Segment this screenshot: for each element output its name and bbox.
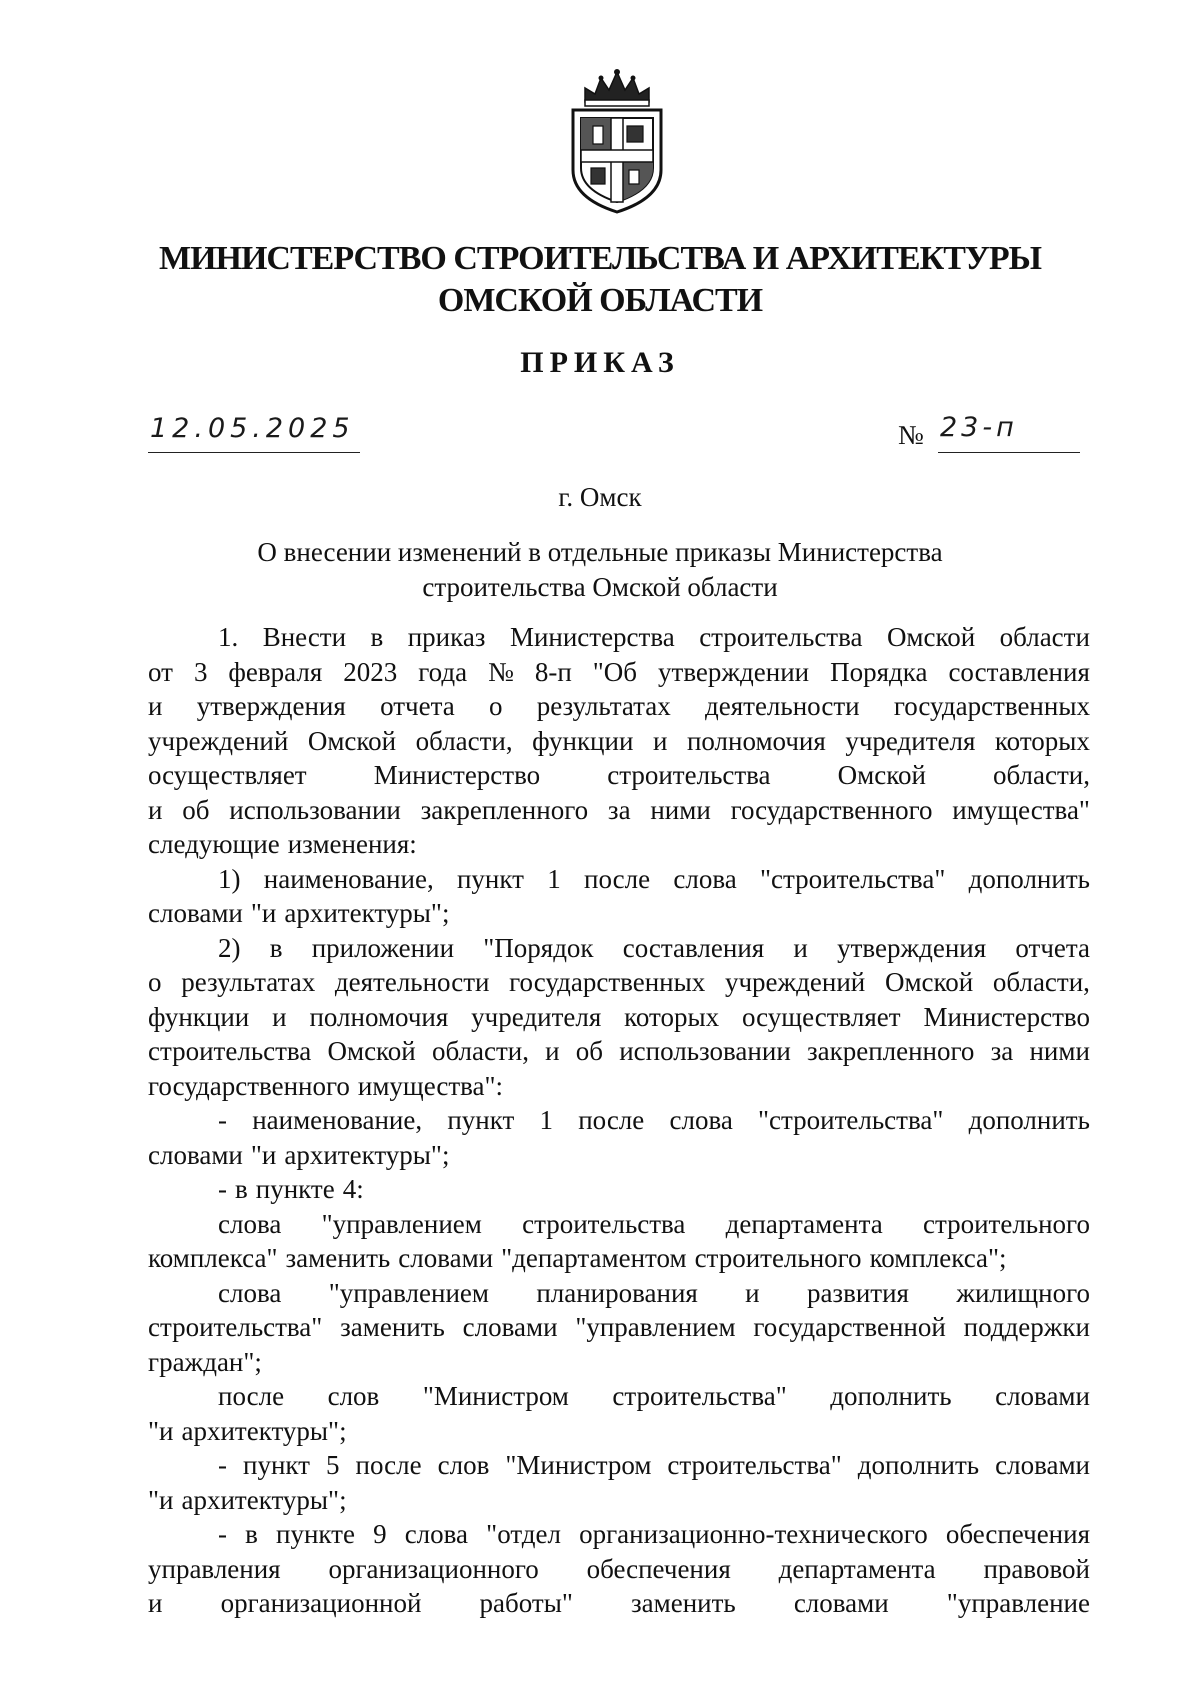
body-word: функции	[532, 725, 634, 756]
body-word: учреждений	[148, 725, 289, 756]
body-word: области,	[992, 760, 1090, 790]
body-line	[148, 1138, 1090, 1173]
body-word: 2)	[218, 932, 241, 963]
body-word: 1	[547, 863, 561, 894]
body-word: департамента	[778, 1553, 936, 1584]
body-line	[148, 1552, 1090, 1587]
body-word: полномочия	[309, 1001, 449, 1032]
body-line	[148, 1000, 1090, 1035]
body-word: "управление	[946, 1588, 1090, 1618]
body-word: февраля	[228, 656, 323, 687]
body-line	[148, 1345, 1090, 1380]
body-word: результатах	[181, 967, 316, 997]
body-word: и	[272, 1001, 287, 1032]
body-word: "и	[250, 1139, 277, 1170]
body-word: закрепленного	[806, 1036, 975, 1066]
body-word: граждан";	[148, 1346, 262, 1377]
body-word: организационного	[328, 1553, 539, 1584]
body-word: -	[218, 1450, 227, 1480]
body-word: департамента	[725, 1208, 883, 1239]
body-word: -	[218, 1174, 227, 1204]
body-line	[148, 1517, 1090, 1552]
body-word: словами	[398, 1243, 494, 1273]
body-word: Порядка	[830, 656, 928, 687]
body-word: в	[245, 1519, 258, 1549]
body-word: и	[545, 1036, 560, 1066]
body-word: использовании	[619, 1036, 791, 1066]
body-word: полномочия	[686, 725, 826, 756]
body-word: "и	[250, 898, 277, 928]
body-word: и	[793, 932, 808, 963]
body-word: строительного	[922, 1208, 1090, 1239]
body-word: "Порядок	[483, 932, 594, 963]
body-word: словами	[995, 1450, 1090, 1480]
body-word: "управлением	[328, 1277, 489, 1308]
body-word: Омской	[886, 622, 976, 652]
body-word: учредителя	[845, 725, 976, 756]
body-word: №	[488, 656, 514, 687]
body-word: после	[218, 1381, 285, 1411]
body-word: Омской	[307, 725, 397, 756]
body-word: обеспечения	[586, 1553, 731, 1584]
body-word: Министерство	[373, 760, 541, 790]
body-word: учреждений	[724, 967, 866, 997]
body-word: которых	[624, 1001, 720, 1032]
subject-line: О внесении изменений в отдельные приказы Министерства	[257, 537, 943, 567]
body-word: от	[148, 656, 173, 687]
body-line	[148, 827, 1090, 862]
body-word: области,	[431, 1036, 529, 1066]
body-word: и	[148, 794, 163, 825]
body-word: комплекса";	[869, 1243, 1007, 1273]
body-line	[148, 758, 1090, 793]
body-word: слов	[327, 1381, 380, 1411]
body-word: слова	[218, 1277, 282, 1308]
subject-line: строительства Омской области	[422, 572, 778, 602]
date-underline	[148, 452, 360, 453]
ministry-title: МИНИСТЕРСТВО СТРОИТЕЛЬСТВА И АРХИТЕКТУРЫ	[158, 240, 1042, 277]
body-word: Внести	[262, 622, 347, 652]
body-word: утверждения	[837, 932, 987, 963]
body-word: осуществляет	[741, 1001, 901, 1032]
body-word: "Министром	[505, 1450, 652, 1480]
order-date: 12.05.2025	[150, 413, 355, 444]
body-word: составления	[948, 656, 1090, 687]
body-word: словами	[995, 1381, 1090, 1411]
body-word: поддержки	[963, 1312, 1090, 1342]
body-word: обеспечения	[945, 1519, 1090, 1549]
body-word: 1)	[218, 863, 241, 894]
body-line	[148, 655, 1090, 690]
ministry-region: ОМСКОЙ ОБЛАСТИ	[437, 282, 763, 319]
body-word: строительства	[607, 760, 771, 790]
body-word: комплекса"	[148, 1243, 278, 1273]
body-word: имущества":	[357, 1070, 504, 1101]
body-word: "Министром	[422, 1381, 569, 1411]
body-word: результатах	[536, 691, 671, 721]
body-word: имущества"	[952, 794, 1090, 825]
body-word: словами	[793, 1588, 889, 1618]
body-word: о	[488, 691, 503, 721]
body-word: функции	[148, 1001, 250, 1032]
body-line	[148, 1448, 1090, 1483]
number-sign: №	[898, 420, 924, 450]
body-word: архитектуры";	[284, 1139, 450, 1170]
body-word: закрепленного	[420, 794, 589, 825]
body-word: организационной	[220, 1588, 422, 1618]
body-word: государственных	[509, 967, 706, 997]
body-word: 4:	[342, 1174, 364, 1204]
body-line	[148, 1172, 1090, 1207]
body-word: слова	[218, 1208, 282, 1239]
body-word: государственной	[753, 1312, 946, 1342]
body-word: за	[990, 1036, 1014, 1066]
body-line	[148, 689, 1090, 724]
body-word: дополнить	[857, 1450, 980, 1480]
body-word: Омской	[837, 760, 926, 790]
body-word: 3	[193, 656, 208, 687]
body-word: дополнить	[968, 1105, 1090, 1135]
body-word: организационно-технического	[579, 1519, 928, 1549]
body-word: области,	[992, 967, 1090, 997]
body-word: об	[575, 1036, 604, 1066]
body-word: дополнить	[830, 1381, 952, 1411]
body-word: правовой	[983, 1553, 1090, 1584]
body-word: Омской	[884, 967, 974, 997]
order-subject	[0, 535, 1200, 605]
body-word: "и	[148, 1415, 174, 1446]
body-word: и	[745, 1277, 760, 1308]
body-word: отчета	[1015, 932, 1090, 963]
body-word: слова	[673, 863, 737, 894]
body-word: слова	[669, 1105, 733, 1135]
body-word: строительного	[694, 1243, 862, 1273]
body-word: "управлением	[575, 1312, 736, 1342]
body-line	[148, 896, 1090, 931]
body-word: словами	[148, 1139, 243, 1170]
body-word: слов	[437, 1450, 490, 1480]
body-word: 8-п	[534, 656, 572, 687]
body-line	[148, 1069, 1090, 1104]
body-word: пункт	[243, 1450, 310, 1480]
body-word: после	[578, 1105, 645, 1135]
body-word: жилищного	[956, 1277, 1090, 1308]
body-word: словами	[148, 898, 243, 928]
body-word: области,	[415, 725, 513, 756]
order-number: 23-п	[940, 412, 1018, 443]
body-word: наименование,	[263, 863, 434, 894]
order-body	[148, 620, 1090, 1621]
body-word: об	[182, 794, 210, 825]
body-line	[148, 1103, 1090, 1138]
body-word: осуществляет	[148, 760, 307, 790]
body-line	[148, 931, 1090, 966]
body-word: строительства	[522, 1208, 686, 1239]
body-word: строительства"	[612, 1381, 787, 1411]
body-word: заменить	[340, 1312, 445, 1342]
body-word: дополнить	[968, 863, 1090, 894]
body-line	[148, 1414, 1090, 1449]
body-line	[148, 1276, 1090, 1311]
body-word: которых	[994, 725, 1090, 756]
document-type: ПРИКАЗ	[520, 346, 680, 379]
body-word: заменить	[630, 1588, 736, 1618]
body-word: строительства	[699, 622, 863, 652]
body-word: пункте	[276, 1519, 355, 1549]
city: г. Омск	[558, 482, 642, 512]
body-word: следующие	[148, 829, 280, 859]
body-line	[148, 1207, 1090, 1242]
body-word: учредителя	[471, 1001, 602, 1032]
body-word: заменить	[285, 1243, 391, 1273]
body-word: строительства"	[148, 1312, 323, 1342]
body-word: использовании	[229, 794, 401, 825]
body-word: утверждении	[658, 656, 810, 687]
body-word: планирования	[536, 1277, 698, 1308]
body-word: деятельности	[705, 691, 860, 721]
body-word: 2023	[343, 656, 398, 687]
body-word: "управлением	[321, 1208, 482, 1239]
body-word: строительства	[148, 1036, 312, 1066]
body-word: "строительства"	[760, 863, 946, 894]
body-line	[148, 1241, 1090, 1276]
body-word: после	[355, 1450, 422, 1480]
body-word: утверждения	[196, 691, 346, 721]
body-word: о	[148, 967, 162, 997]
body-word: 5	[326, 1450, 340, 1480]
body-word: области	[999, 622, 1090, 652]
body-line	[148, 1310, 1090, 1345]
body-word: и	[652, 725, 668, 756]
body-word: ними	[1029, 1036, 1090, 1066]
body-word: "отдел	[486, 1519, 561, 1549]
body-word: за	[607, 794, 631, 825]
body-word: и	[148, 691, 163, 721]
body-word: государственного	[148, 1070, 350, 1101]
body-line	[148, 620, 1090, 655]
body-word: управления	[148, 1553, 281, 1584]
body-word: архитектуры";	[284, 898, 450, 928]
body-word: после	[584, 863, 651, 894]
body-word: пункт	[456, 863, 524, 894]
body-line	[148, 1586, 1090, 1621]
body-line	[148, 862, 1090, 897]
body-word: ними	[650, 794, 711, 825]
body-word: и	[148, 1588, 163, 1618]
coat-of-arms-icon	[563, 66, 671, 216]
body-word: 9	[373, 1519, 387, 1549]
body-word: составления	[622, 932, 765, 963]
body-word: приложении	[311, 932, 455, 963]
body-word: наименование,	[252, 1105, 423, 1135]
body-word: -	[218, 1105, 227, 1135]
body-word: работы"	[479, 1588, 573, 1618]
body-word: развития	[806, 1277, 909, 1308]
body-word: архитектуры";	[181, 1415, 347, 1446]
body-word: изменения:	[287, 829, 417, 859]
body-word: года	[418, 656, 468, 687]
body-word: "Об	[592, 656, 638, 687]
body-word: "департаментом	[501, 1243, 687, 1273]
body-word: "строительства"	[758, 1105, 944, 1135]
body-line	[148, 965, 1090, 1000]
body-word: государственных	[893, 691, 1090, 721]
body-word: Министерство	[923, 1001, 1090, 1032]
body-word: в	[269, 932, 283, 963]
body-word: приказ	[407, 622, 486, 652]
body-word: Министерства	[509, 622, 675, 652]
body-word: отчета	[380, 691, 455, 721]
body-line	[148, 1483, 1090, 1518]
body-word: пункте	[255, 1174, 335, 1204]
body-word: "и	[148, 1484, 174, 1515]
body-word: государственного	[730, 794, 933, 825]
body-line	[148, 1034, 1090, 1069]
body-line	[148, 1379, 1090, 1414]
body-word: в	[235, 1174, 248, 1204]
body-word: пункт	[447, 1105, 515, 1135]
body-word: в	[370, 622, 384, 652]
number-underline	[938, 452, 1080, 453]
body-word: 1	[539, 1105, 553, 1135]
body-word: словами	[462, 1312, 558, 1342]
body-word: деятельности	[334, 967, 490, 997]
body-word: архитектуры";	[181, 1484, 347, 1515]
body-line	[148, 724, 1090, 759]
body-word: 1.	[218, 622, 239, 652]
body-word: слова	[404, 1519, 469, 1549]
body-word: Омской	[327, 1036, 416, 1066]
body-line	[148, 793, 1090, 828]
body-word: -	[218, 1519, 227, 1549]
body-word: строительства"	[667, 1450, 842, 1480]
